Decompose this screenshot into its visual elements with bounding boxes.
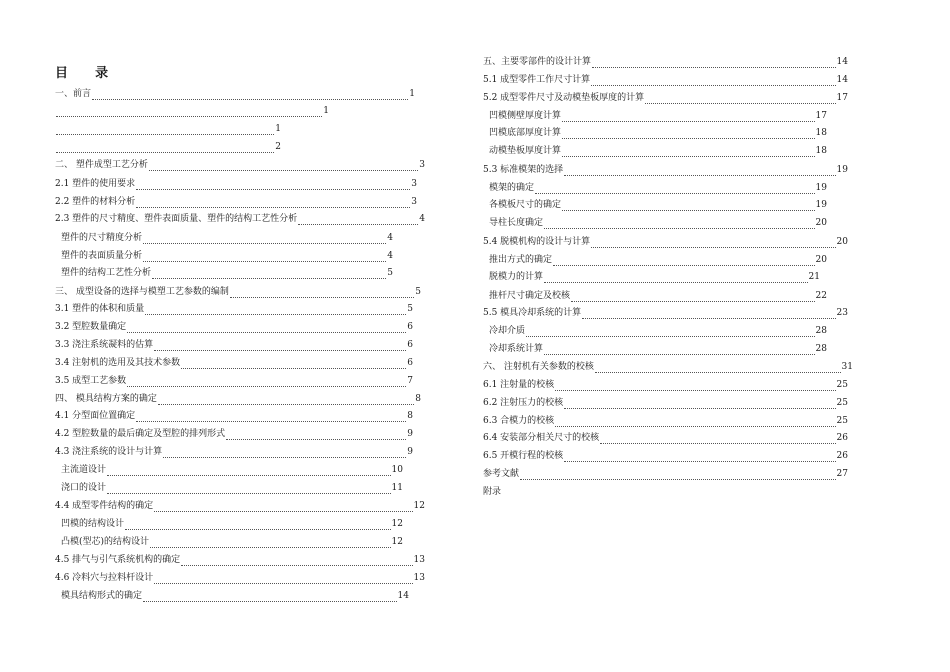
toc-leader-dots bbox=[125, 520, 391, 530]
toc-leader-dots bbox=[562, 129, 815, 139]
toc-page-number: 20 bbox=[836, 237, 848, 247]
toc-right-entry bbox=[483, 468, 848, 481]
toc-page-number: 27 bbox=[836, 469, 848, 479]
toc-page-number: 25 bbox=[836, 380, 848, 390]
toc-right-entry bbox=[483, 361, 853, 374]
toc-left-entry bbox=[61, 536, 403, 549]
toc-leader-dots bbox=[143, 234, 386, 244]
toc-page-number: 4 bbox=[419, 214, 425, 224]
toc-entry-title: 推杆尺寸确定及校核 bbox=[489, 291, 571, 301]
toc-page-number: 6 bbox=[407, 322, 413, 332]
toc-entry-title: 2.3 塑件的尺寸精度、塑件表面质量、塑件的结构工艺性分析 bbox=[55, 214, 298, 224]
toc-page-number: 12 bbox=[391, 537, 403, 547]
toc-page-number: 5 bbox=[407, 304, 413, 314]
toc-title bbox=[55, 62, 108, 81]
toc-page-number: 18 bbox=[815, 128, 827, 138]
toc-entry-title: 冷却介质 bbox=[489, 326, 526, 336]
toc-page-number: 14 bbox=[836, 57, 848, 67]
toc-left-entry bbox=[55, 339, 413, 352]
toc-page-number: 28 bbox=[815, 344, 827, 354]
toc-left-entry bbox=[55, 178, 417, 191]
toc-page-number: 22 bbox=[815, 291, 827, 301]
toc-leader-dots bbox=[230, 288, 414, 298]
toc-page-number: 3 bbox=[419, 160, 425, 170]
toc-leader-dots bbox=[158, 395, 414, 405]
toc-page-number: 12 bbox=[391, 519, 403, 529]
toc-entry-title: 2.1 塑件的使用要求 bbox=[55, 179, 136, 189]
toc-entry-title: 脱模力的计算 bbox=[489, 272, 544, 282]
toc-page-number: 1 bbox=[409, 89, 415, 99]
toc-page-number: 25 bbox=[836, 416, 848, 426]
toc-entry-title: 凹模的结构设计 bbox=[61, 519, 125, 529]
toc-entry-title: 附录 bbox=[483, 487, 502, 497]
toc-page-number: 6 bbox=[407, 340, 413, 350]
toc-entry-title: 动模垫板厚度计算 bbox=[489, 146, 562, 156]
toc-left-entry bbox=[61, 482, 403, 495]
toc-left-entry bbox=[55, 159, 425, 172]
toc-entry-title: 6.1 注射量的校核 bbox=[483, 380, 555, 390]
toc-page-number: 6 bbox=[407, 358, 413, 368]
toc-right-entry bbox=[489, 217, 827, 230]
toc-entry-title: 塑件的尺寸精度分析 bbox=[61, 233, 143, 243]
toc-left-entry bbox=[55, 286, 421, 299]
toc-page-number: 17 bbox=[815, 111, 827, 121]
toc-page-number: 28 bbox=[815, 326, 827, 336]
toc-page-number: 20 bbox=[815, 255, 827, 265]
toc-entry-title: 各模板尺寸的确定 bbox=[489, 200, 562, 210]
toc-entry-title: 推出方式的确定 bbox=[489, 255, 553, 265]
toc-right-entry bbox=[489, 271, 820, 284]
toc-entry-title: 6.2 注射压力的校核 bbox=[483, 398, 564, 408]
toc-page-number: 10 bbox=[391, 465, 403, 475]
toc-leader-dots bbox=[600, 434, 835, 444]
toc-page-number: 5 bbox=[415, 287, 421, 297]
toc-page-number: 26 bbox=[836, 433, 848, 443]
toc-entry-title: 6.3 合模力的校核 bbox=[483, 416, 555, 426]
toc-entry-title: 6.4 安装部分相关尺寸的校核 bbox=[483, 433, 600, 443]
toc-page-number: 9 bbox=[407, 429, 413, 439]
toc-left-entry bbox=[55, 303, 413, 316]
toc-entry-title: 凹模侧壁厚度计算 bbox=[489, 111, 562, 121]
toc-leader-dots bbox=[544, 273, 808, 283]
toc-leader-dots bbox=[56, 143, 274, 153]
toc-leader-dots bbox=[591, 238, 835, 248]
toc-page-number: 2 bbox=[275, 142, 281, 152]
toc-entry-title: 主流道设计 bbox=[61, 465, 107, 475]
toc-leader-dots bbox=[564, 399, 835, 409]
toc-page-number: 14 bbox=[836, 75, 848, 85]
toc-right-entry bbox=[489, 199, 827, 212]
toc-leader-dots bbox=[595, 363, 841, 373]
toc-entry-title: 5.1 成型零件工作尺寸计算 bbox=[483, 75, 591, 85]
toc-leader-dots bbox=[154, 502, 412, 512]
toc-leader-dots bbox=[154, 574, 412, 584]
toc-right-entry bbox=[489, 290, 827, 303]
toc-leader-dots bbox=[154, 341, 406, 351]
toc-right-entry bbox=[489, 254, 827, 267]
toc-entry-title: 4.4 成型零件结构的确定 bbox=[55, 501, 154, 511]
toc-right-entry bbox=[483, 92, 848, 105]
toc-left-entry bbox=[61, 590, 409, 603]
toc-page-number: 7 bbox=[407, 376, 413, 386]
toc-right-entry bbox=[483, 432, 848, 445]
toc-entry-title: 三、 成型设备的选择与模塑工艺参数的编制 bbox=[55, 287, 229, 297]
toc-leader-dots bbox=[136, 180, 410, 190]
toc-entry-title: 冷却系统计算 bbox=[489, 344, 544, 354]
toc-entry-title: 3.2 型腔数量确定 bbox=[55, 322, 127, 332]
toc-left-entry bbox=[55, 572, 425, 585]
toc-left-entry bbox=[61, 250, 393, 263]
toc-entry-title: 4.6 冷料穴与拉料杆设计 bbox=[55, 573, 154, 583]
toc-right-entry bbox=[489, 325, 827, 338]
toc-leader-dots bbox=[562, 201, 815, 211]
toc-leader-dots bbox=[107, 466, 391, 476]
toc-leader-dots bbox=[181, 359, 406, 369]
toc-entry-title: 3.4 注射机的选用及其技术参数 bbox=[55, 358, 181, 368]
toc-right-entry bbox=[483, 397, 848, 410]
toc-entry-title: 6.5 开模行程的校核 bbox=[483, 451, 564, 461]
toc-right-entry bbox=[483, 379, 848, 392]
toc-left-entry bbox=[61, 518, 403, 531]
toc-leader-dots bbox=[562, 147, 815, 157]
toc-left-entry bbox=[55, 357, 413, 370]
toc-left-entry bbox=[55, 321, 413, 334]
toc-entry-title: 参考文献 bbox=[483, 469, 520, 479]
toc-entry-title: 3.3 浇注系统凝料的估算 bbox=[55, 340, 154, 350]
toc-right-entry bbox=[489, 127, 827, 140]
toc-leader-dots bbox=[564, 452, 835, 462]
toc-entry-title: 六、 注射机有关参数的校核 bbox=[483, 362, 594, 372]
toc-entry-title: 4.1 分型面位置确定 bbox=[55, 411, 136, 421]
toc-entry-title: 浇口的设计 bbox=[61, 483, 107, 493]
toc-left-entry bbox=[55, 123, 281, 136]
toc-leader-dots bbox=[555, 381, 835, 391]
toc-page-number: 19 bbox=[815, 183, 827, 193]
toc-page-number: 25 bbox=[836, 398, 848, 408]
toc-right-entry bbox=[489, 110, 827, 123]
toc-entry-title: 4.3 浇注系统的设计与计算 bbox=[55, 447, 163, 457]
toc-leader-dots bbox=[163, 448, 406, 458]
toc-entry-title: 塑件的结构工艺性分析 bbox=[61, 268, 152, 278]
toc-left-entry bbox=[55, 554, 425, 567]
toc-page-number: 19 bbox=[815, 200, 827, 210]
toc-leader-dots bbox=[143, 252, 386, 262]
toc-left-entry bbox=[55, 213, 425, 226]
toc-leader-dots bbox=[553, 256, 815, 266]
toc-leader-dots bbox=[544, 345, 815, 355]
toc-entry-title: 塑件的表面质量分析 bbox=[61, 251, 143, 261]
toc-leader-dots bbox=[92, 90, 408, 100]
toc-right-entry bbox=[489, 145, 827, 158]
toc-left-entry bbox=[61, 267, 393, 280]
toc-entry-title: 5.4 脱模机构的设计与计算 bbox=[483, 237, 591, 247]
toc-left-entry bbox=[55, 410, 413, 423]
toc-leader-dots bbox=[562, 112, 815, 122]
toc-leader-dots bbox=[544, 219, 815, 229]
toc-entry-title: 五、主要零部件的设计计算 bbox=[483, 57, 592, 67]
toc-entry-title: 凹模底部厚度计算 bbox=[489, 128, 562, 138]
toc-page-number: 9 bbox=[407, 447, 413, 457]
toc-right-entry bbox=[483, 164, 848, 177]
toc-page-number: 3 bbox=[411, 197, 417, 207]
toc-left-entry bbox=[55, 428, 413, 441]
toc-entry-title: 导柱长度确定 bbox=[489, 218, 544, 228]
toc-entry-title: 2.2 塑件的材料分析 bbox=[55, 197, 136, 207]
toc-page-number: 26 bbox=[836, 451, 848, 461]
toc-page-number: 12 bbox=[413, 501, 425, 511]
toc-leader-dots bbox=[592, 58, 836, 68]
toc-left-entry bbox=[61, 464, 403, 477]
toc-leader-dots bbox=[127, 377, 406, 387]
toc-entry-title: 模架的确定 bbox=[489, 183, 535, 193]
toc-entry-title: 四、 模具结构方案的确定 bbox=[55, 394, 157, 404]
toc-page-number: 20 bbox=[815, 218, 827, 228]
toc-left-entry bbox=[55, 105, 329, 118]
toc-left-entry bbox=[55, 393, 421, 406]
toc-page-number: 4 bbox=[387, 251, 393, 261]
toc-page-number: 19 bbox=[836, 165, 848, 175]
toc-entry-title: 5.5 模具冷却系统的计算 bbox=[483, 308, 582, 318]
toc-leader-dots bbox=[526, 327, 815, 337]
toc-page-number: 5 bbox=[387, 268, 393, 278]
toc-leader-dots bbox=[56, 107, 322, 117]
toc-left-entry bbox=[55, 375, 413, 388]
toc-leader-dots bbox=[226, 430, 406, 440]
toc-left-entry bbox=[55, 141, 281, 154]
toc-leader-dots bbox=[56, 125, 274, 135]
toc-leader-dots bbox=[298, 215, 418, 225]
toc-leader-dots bbox=[127, 323, 406, 333]
toc-left-entry bbox=[55, 88, 415, 101]
toc-right-entry bbox=[483, 486, 513, 499]
toc-left-entry bbox=[55, 196, 417, 209]
toc-right-entry bbox=[489, 182, 827, 195]
toc-leader-dots bbox=[181, 556, 412, 566]
toc-title-char-2: 录 bbox=[95, 66, 109, 81]
toc-leader-dots bbox=[535, 184, 815, 194]
toc-page-number: 13 bbox=[413, 573, 425, 583]
toc-leader-dots bbox=[150, 538, 391, 548]
toc-entry-title: 凸模(型芯)的结构设计 bbox=[61, 537, 150, 547]
toc-entry-title: 4.5 排气与引气系统机构的确定 bbox=[55, 555, 181, 565]
toc-entry-title: 5.3 标准模架的选择 bbox=[483, 165, 564, 175]
toc-page-number: 31 bbox=[841, 362, 853, 372]
toc-page-number: 8 bbox=[415, 394, 421, 404]
toc-right-entry bbox=[483, 415, 848, 428]
toc-leader-dots bbox=[555, 417, 835, 427]
toc-entry-title: 一、前言 bbox=[55, 89, 92, 99]
toc-right-entry bbox=[483, 74, 848, 87]
toc-entry-title: 模具结构形式的确定 bbox=[61, 591, 143, 601]
toc-page-number: 1 bbox=[275, 124, 281, 134]
toc-entry-title: 4.2 型腔数量的最后确定及型腔的排列形式 bbox=[55, 429, 226, 439]
toc-right-entry bbox=[489, 343, 827, 356]
toc-title-char-1: 目 bbox=[55, 66, 69, 81]
toc-right-entry bbox=[483, 307, 848, 320]
toc-leader-dots bbox=[582, 309, 835, 319]
toc-page-number: 18 bbox=[815, 146, 827, 156]
toc-leader-dots bbox=[149, 161, 418, 171]
toc-page-number: 14 bbox=[397, 591, 409, 601]
toc-leader-dots bbox=[645, 94, 835, 104]
toc-page-number: 21 bbox=[808, 272, 820, 282]
toc-leader-dots bbox=[136, 198, 410, 208]
toc-leader-dots bbox=[136, 412, 406, 422]
toc-page-number: 11 bbox=[391, 483, 403, 493]
toc-leader-dots bbox=[564, 166, 835, 176]
toc-page-number: 3 bbox=[411, 179, 417, 189]
toc-leader-dots bbox=[591, 76, 835, 86]
toc-right-entry bbox=[483, 236, 848, 249]
toc-entry-title: 5.2 成型零件尺寸及动模垫板厚度的计算 bbox=[483, 93, 645, 103]
toc-page-number: 13 bbox=[413, 555, 425, 565]
toc-page-number: 1 bbox=[323, 106, 329, 116]
toc-right-entry bbox=[483, 56, 848, 69]
toc-left-entry bbox=[55, 446, 413, 459]
toc-page-number: 4 bbox=[387, 233, 393, 243]
toc-leader-dots bbox=[143, 592, 397, 602]
toc-leader-dots bbox=[107, 484, 391, 494]
toc-leader-dots bbox=[152, 269, 386, 279]
toc-entry-title: 3.1 塑件的体积和质量 bbox=[55, 304, 145, 314]
toc-entry-title: 3.5 成型工艺参数 bbox=[55, 376, 127, 386]
toc-page-number: 17 bbox=[836, 93, 848, 103]
toc-left-entry bbox=[61, 232, 393, 245]
toc-entry-title: 二、 塑件成型工艺分析 bbox=[55, 160, 148, 170]
toc-leader-dots bbox=[145, 305, 406, 315]
toc-right-entry bbox=[483, 450, 848, 463]
toc-leader-dots bbox=[571, 292, 815, 302]
toc-page-number: 23 bbox=[836, 308, 848, 318]
toc-page-number: 8 bbox=[407, 411, 413, 421]
toc-leader-dots bbox=[520, 470, 836, 480]
toc-left-entry bbox=[55, 500, 425, 513]
